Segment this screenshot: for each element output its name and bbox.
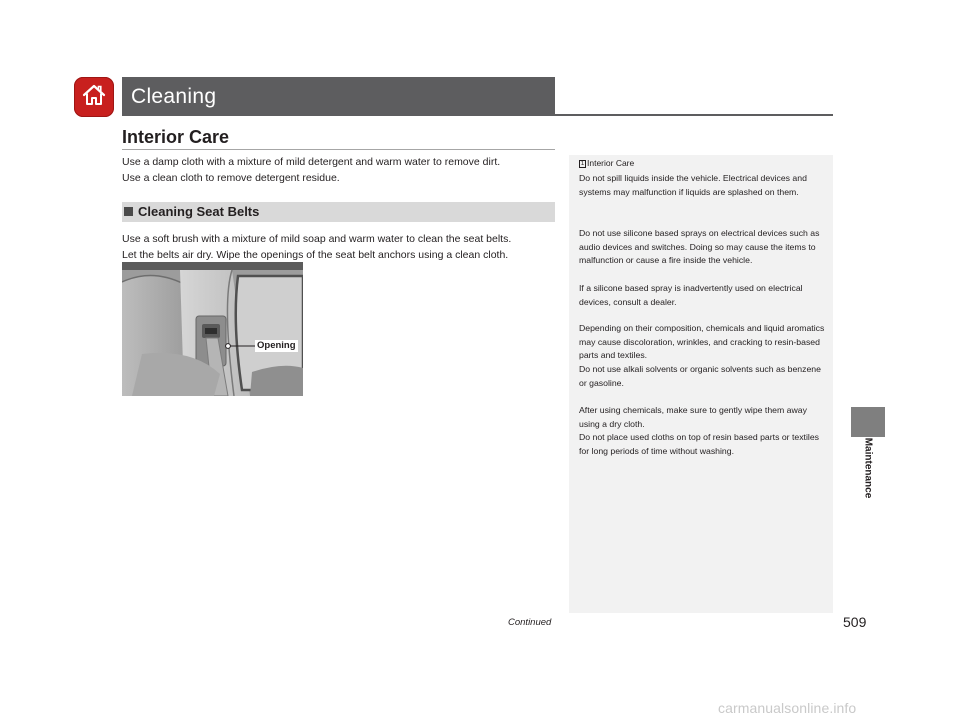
subsection-title: Cleaning Seat Belts — [138, 204, 260, 219]
home-button[interactable] — [74, 77, 114, 117]
sidebar-paragraph: Do not spill liquids inside the vehicle. Electrical devices and systems may malfunction if liquids are splashed on them. — [579, 173, 807, 197]
intro-line: Use a damp cloth with a mixture of mild detergent and warm water to remove dirt. — [122, 156, 501, 168]
continued-label: Continued — [508, 617, 552, 628]
section-divider — [122, 149, 555, 150]
sidebar-paragraph: Do not place used cloths on top of resin based parts or textiles for long periods of time without washing. — [579, 432, 820, 456]
watermark: carmanualsonline.info — [718, 700, 857, 716]
page-number: 509 — [843, 614, 867, 630]
page-title: Cleaning — [131, 85, 217, 108]
section-tab-marker[interactable] — [851, 407, 885, 437]
seat-belt-anchor-photo — [122, 262, 303, 396]
section-heading: Interior Care — [122, 127, 230, 147]
sidebar-paragraph: Depending on their composition, chemicals and liquid aromatics may cause discoloration, wrinkles, and cracking to resin-based parts and textiles. — [579, 323, 825, 361]
sidebar-paragraph: Do not use alkali solvents or organic solvents such as benzene or gasoline. — [579, 364, 821, 388]
subsection-header — [122, 202, 555, 222]
subsection-line: Use a soft brush with a mixture of mild soap and warm water to clean the seat belts. — [122, 233, 512, 245]
intro-paragraph — [122, 154, 562, 186]
sidebar-paragraph: Do not use silicone based sprays on electrical devices such as audio devices and switches. Doing so may cause the items to malfunction or cause a fire inside the vehicle. — [579, 228, 820, 266]
intro-line: Use a clean cloth to remove detergent residue. — [122, 172, 340, 184]
subsection-line: Let the belts air dry. Wipe the openings of the seat belt anchors using a clean cloth. — [122, 249, 509, 261]
sidebar-heading-text: Interior Care — [587, 158, 635, 168]
sidebar-paragraph: After using chemicals, make sure to gently wipe them away using a dry cloth. — [579, 405, 807, 429]
sidebar-heading — [579, 158, 634, 168]
reference-marker: 1 — [580, 161, 585, 167]
sidebar-paragraph: If a silicone based spray is inadvertently used on electrical devices, consult a dealer. — [579, 283, 803, 307]
subsection-paragraph — [122, 231, 562, 263]
square-bullet-icon — [124, 207, 133, 216]
opening-callout-label: Opening — [257, 340, 296, 351]
section-tab-label[interactable]: Maintenance — [862, 437, 874, 499]
home-icon — [81, 83, 107, 112]
title-divider — [122, 114, 833, 116]
page-title-bar — [122, 77, 555, 114]
